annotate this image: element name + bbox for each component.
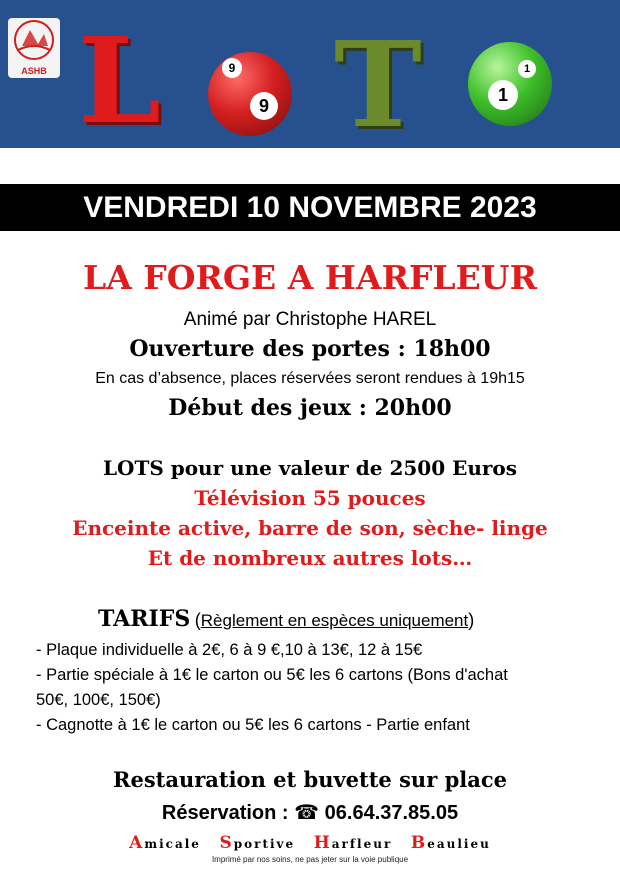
footer-note: Imprimé par nos soins, ne pas jeter sur la voie publique [211, 855, 409, 864]
header-banner [0, 0, 620, 154]
club-word-rest: arfleur [331, 837, 393, 851]
club-word-rest: micale [144, 837, 201, 851]
red-ball-icon [208, 52, 292, 136]
tarifs-title: TARIFS [98, 606, 191, 632]
tarif-line: 50€, 100€, 150€) [36, 691, 161, 709]
absence-note: En cas d’absence, places réservées seront rendues à 19h15 [95, 370, 525, 387]
club-initial: B [410, 833, 428, 853]
club-word [219, 833, 296, 853]
title-letter-t: T [334, 15, 422, 154]
tarifs-note: Règlement en espèces uniquement [200, 611, 469, 630]
tarifs-heading [98, 606, 618, 632]
ball-number-top: 9 [222, 58, 242, 78]
tarif-line: - Plaque individuelle à 2€, 6 à 9 €,10 à 13€, 12 à 15€ [36, 641, 423, 659]
club-logo-graphic [8, 18, 60, 62]
tarif-line: - Cagnotte à 1€ le carton ou 5€ les 6 cartons - Partie enfant [36, 716, 470, 734]
tarif-line: - Partie spéciale à 1€ le carton ou 5€ les 6 cartons (Bons d'achat [36, 666, 508, 684]
prizes-headline: LOTS pour une valeur de 2500 Euros [102, 456, 518, 480]
club-word [313, 833, 393, 853]
host-line: Animé par Christophe HAREL [183, 309, 437, 330]
club-initial: H [313, 833, 332, 853]
reservation-label: Réservation : [161, 802, 289, 824]
prize-item: Enceinte active, barre de son, sèche- linge [72, 516, 548, 540]
club-logo [8, 18, 60, 78]
logo-text: ASHB [21, 66, 47, 76]
opening-time: Ouverture des portes : 18h00 [129, 336, 491, 362]
reservation-line [0, 800, 620, 825]
tarifs-close-paren: ) [468, 610, 475, 630]
tarifs-list [36, 638, 606, 738]
title-letter-l: L [78, 11, 161, 150]
club-initial: S [219, 833, 234, 853]
ball-number: 9 [250, 92, 278, 120]
restauration-line: Restauration et buvette sur place [113, 767, 507, 792]
club-initial: A [129, 833, 145, 853]
club-word-rest: eaulieu [427, 837, 491, 851]
tarifs-open-paren: ( [194, 610, 201, 630]
venue-title: LA FORGE A HARFLEUR [82, 258, 537, 297]
ball-number: 1 [488, 80, 518, 110]
prize-item: Télévision 55 pouces [194, 486, 426, 510]
prize-item: Et de nombreux autres lots… [147, 546, 473, 570]
event-date: VENDREDI 10 NOVEMBRE 2023 [0, 184, 620, 231]
games-start: Début des jeux : 20h00 [168, 395, 452, 421]
green-ball-icon [468, 42, 552, 126]
reservation-phone: 06.64.37.85.05 [324, 802, 459, 824]
club-word [129, 833, 201, 853]
phone-icon: ☎ [294, 800, 320, 824]
ball-number-top: 1 [518, 60, 536, 78]
club-word-rest: portive [233, 837, 296, 851]
club-name [0, 833, 620, 853]
club-word [410, 833, 491, 853]
